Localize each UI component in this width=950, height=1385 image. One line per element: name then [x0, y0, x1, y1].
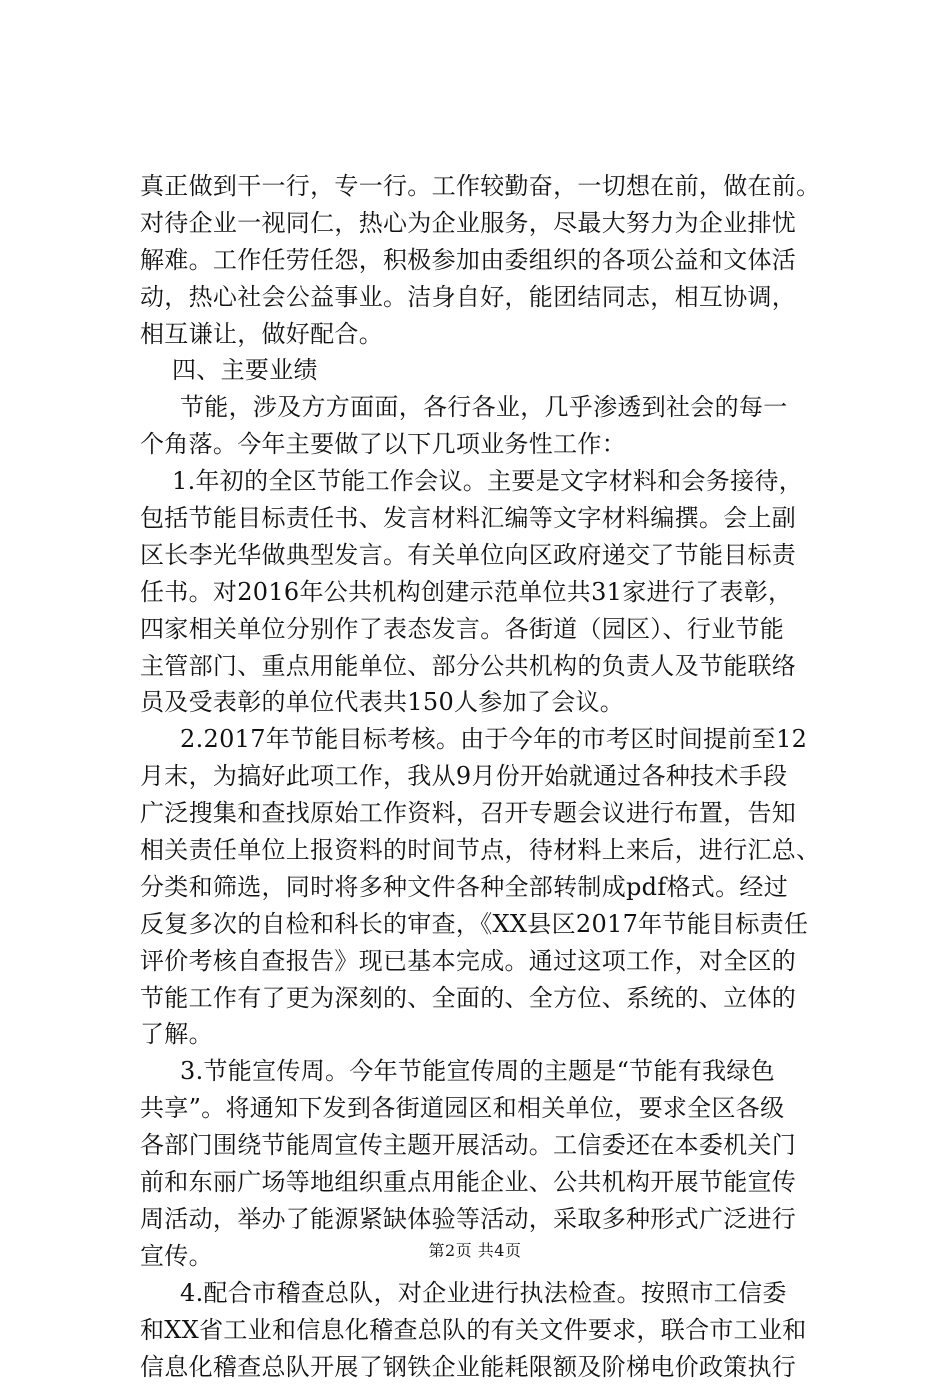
text-line: 评价考核自查报告》现已基本完成。通过这项工作，对全区的: [140, 943, 830, 980]
text-line: 包括节能目标责任书、发言材料汇编等文字材料编撰。会上副: [140, 500, 830, 537]
page-number: 第2页 共4页: [429, 1241, 522, 1260]
list-item-4-start: 4.配合市稽查总队，对企业进行执法检查。按照市工信委: [140, 1275, 830, 1312]
text-line: 和XX省工业和信息化稽查总队的有关文件要求，联合市工业和: [140, 1312, 830, 1349]
text-line: 主管部门、重点用能单位、部分公共机构的负责人及节能联络: [140, 648, 830, 685]
list-item-3-start: 3.节能宣传周。今年节能宣传周的主题是“节能有我绿色: [140, 1053, 830, 1090]
text-line: 个角落。今年主要做了以下几项业务性工作：: [140, 426, 830, 463]
text-line: 信息化稽查总队开展了钢铁企业能耗限额及阶梯电价政策执行: [140, 1349, 830, 1385]
text-line: 广泛搜集和查找原始工作资料，召开专题会议进行布置，告知: [140, 795, 830, 832]
text-line: 区长李光华做典型发言。有关单位向区政府递交了节能目标责: [140, 537, 830, 574]
text-line: 月末，为搞好此项工作，我从9月份开始就通过各种技术手段: [140, 758, 830, 795]
text-line: 周活动，举办了能源紧缺体验等活动，采取多种形式广泛进行: [140, 1201, 830, 1238]
text-line: 真正做到干一行，专一行。工作较勤奋，一切想在前，做在前。: [140, 168, 830, 205]
text-line: 员及受表彰的单位代表共150人参加了会议。: [140, 684, 830, 721]
text-line: 前和东丽广场等地组织重点用能企业、公共机构开展节能宣传: [140, 1164, 830, 1201]
text-line: 四家相关单位分别作了表态发言。各街道（园区）、行业节能: [140, 611, 830, 648]
text-line: 动，热心社会公益事业。洁身自好，能团结同志，相互协调，: [140, 279, 830, 316]
text-line: 相关责任单位上报资料的时间节点，待材料上来后，进行汇总、: [140, 832, 830, 869]
text-line: 节能工作有了更为深刻的、全面的、全方位、系统的、立体的: [140, 980, 830, 1017]
text-line: 对待企业一视同仁，热心为企业服务，尽最大努力为企业排忧: [140, 205, 830, 242]
text-line: 共享”。将通知下发到各街道园区和相关单位，要求全区各级: [140, 1090, 830, 1127]
text-line: 反复多次的自检和科长的审查，《XX县区2017年节能目标责任: [140, 906, 830, 943]
text-line: 相互谦让，做好配合。: [140, 316, 830, 353]
text-line: 任书。对2016年公共机构创建示范单位共31家进行了表彰，: [140, 574, 830, 611]
text-line: 宣传。: [140, 1238, 830, 1275]
list-item-1-start: 1.年初的全区节能工作会议。主要是文字材料和会务接待，: [140, 463, 830, 500]
list-item-2-start: 2.2017年节能目标考核。由于今年的市考区时间提前至12: [140, 721, 830, 758]
text-line: 解难。工作任劳任怨，积极参加由委组织的各项公益和文体活: [140, 242, 830, 279]
page-footer: [0, 1238, 950, 1261]
text-line: 了解。: [140, 1016, 830, 1053]
section-heading: 四、主要业绩: [140, 352, 830, 389]
text-line: 分类和筛选，同时将多种文件各种全部转制成pdf格式。经过: [140, 869, 830, 906]
text-line: 节能，涉及方方面面，各行各业，几乎渗透到社会的每一: [140, 389, 830, 426]
text-line: 各部门围绕节能周宣传主题开展活动。工信委还在本委机关门: [140, 1127, 830, 1164]
document-body: [140, 168, 830, 1385]
